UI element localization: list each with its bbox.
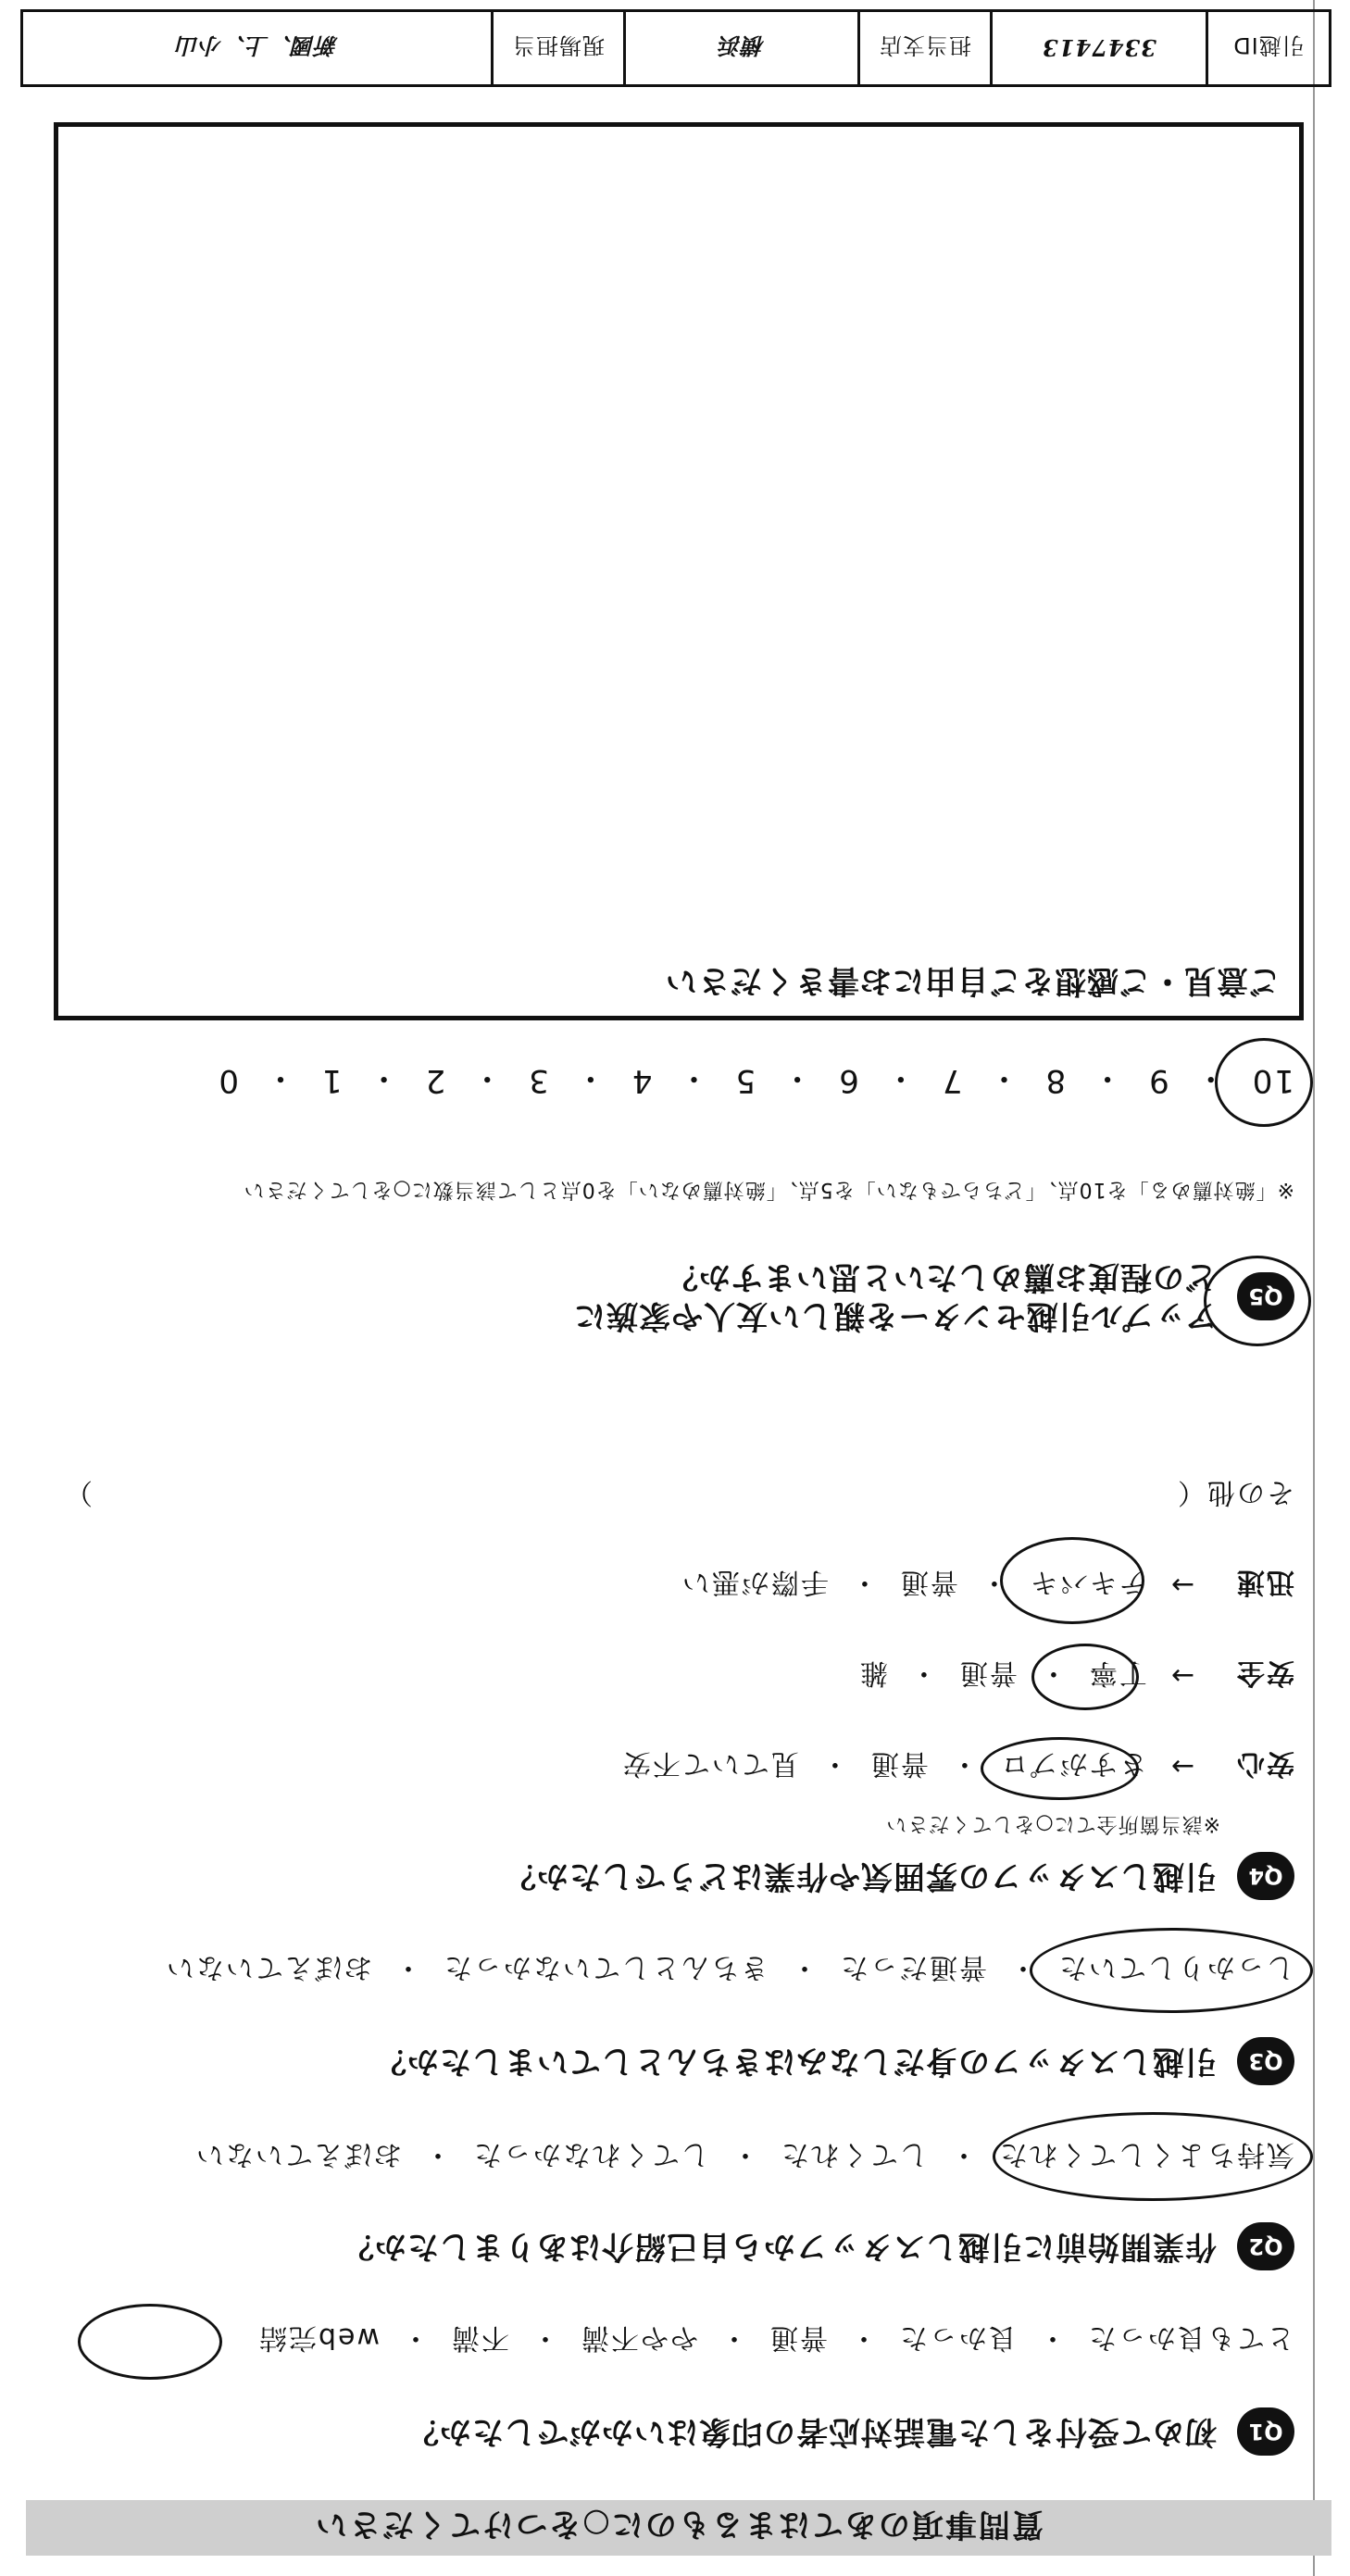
q5-score-6[interactable]: 6 [837,1062,859,1100]
q2-question [342,2222,1294,2270]
q2-text: 作業開始前に引越しスタッフから自己紹介はありましたか？ [342,2228,1217,2265]
q5-score-3[interactable]: 3 [527,1062,549,1100]
q3-option-neat[interactable]: しっかりしていた [1057,1951,1294,1983]
q3-question [374,2037,1294,2085]
q5-score-circle [1215,1038,1313,1127]
q3-selection-circle [1030,1928,1313,2013]
q5-score-0[interactable]: 0 [217,1062,239,1100]
instruction-text: 質問事項のあてはまるものに○をつけてください [314,2506,1044,2544]
footer-leader-label: 現場担当 [491,12,623,84]
q4-anshin-anxious[interactable]: 見ていて不安 [620,1747,799,1780]
q4-jinsoku-normal[interactable]: 普通 [898,1566,958,1598]
q5-score-5[interactable]: 5 [733,1062,756,1100]
q5-badge: Q5 [1237,1272,1294,1320]
comments-box[interactable] [54,122,1304,1020]
q4-anzen-careful[interactable]: 丁寧 [1087,1657,1147,1689]
q5-scale: 10 ・ 9 ・ 8 ・ 7 ・ 6 ・ 5 ・ 4 ・ 3 ・ 2 ・ 1 ・ 0 [217,1059,1294,1100]
q1-text: 初めて受付をした電話対応者の印象はいかがでしたか？ [406,2413,1217,2450]
q4-question [504,1852,1294,1900]
q4-other-row [63,1475,1294,1516]
q2-selection-circle [993,2112,1313,2201]
q5-question [573,1257,1294,1335]
q4-row-anzen: 安全 → 丁寧 ・ 普通 ・ 雑 [858,1656,1294,1696]
q4-note: ※該当箇所全てに○をしてください [885,1812,1220,1835]
q1-selection-circle [78,2304,222,2380]
q4-category-anshin: 安心 [1235,1747,1294,1780]
q4-badge: Q4 [1237,1852,1294,1900]
q2-option-dont-remember[interactable]: おぼえていない [194,2138,402,2170]
q1-option-very-good[interactable]: とても良かった [1087,2321,1294,2354]
q1-option-good[interactable]: 良かった [898,2321,1017,2354]
footer-id-label: 引越ID [1206,12,1329,84]
q1-badge: Q1 [1237,2407,1294,2456]
footer-leader-value: 新國、上、小山 [176,32,338,60]
q1-question [406,2407,1294,2456]
q4-anzen-circle [1031,1644,1139,1710]
q4-row-anshin: 安心 → さすがプロ ・ 普通 ・ 見ていて不安 [621,1746,1294,1787]
q4-jinsoku-clumsy[interactable]: 手際が悪い [680,1566,829,1598]
q5-score-4[interactable]: 4 [630,1062,653,1100]
q4-anshin-normal[interactable]: 普通 [869,1747,929,1780]
q5-score-9[interactable]: 9 [1147,1062,1169,1100]
q4-category-jinsoku: 迅速 [1235,1566,1294,1598]
q1-option-slightly-unsatisfied[interactable]: やや不満 [580,2321,698,2354]
q5-note: ※「絶対薦める」を10点、「どちらでもない」を5点、「絶対薦めない」を0点として該当数に○をしてください [243,1178,1294,1201]
footer-id-value: 3347413 [990,12,1206,84]
footer-table [20,9,1331,87]
q4-other-close: ） [63,1476,93,1508]
q4-anshin-pro[interactable]: さすがプロ [998,1747,1147,1780]
q5-score-7[interactable]: 7 [940,1062,963,1100]
footer-branch-value: 横浜 [623,12,857,84]
q2-option-did[interactable]: してくれた [780,2138,928,2170]
q2-options: 気持ちよくしてくれた ・ してくれた ・ してくれなかった ・ おぼえていない [194,2137,1294,2178]
q5-score-8[interactable]: 8 [1044,1062,1067,1100]
q1-option-unsatisfied[interactable]: 不満 [450,2321,509,2354]
q4-text: 引越しスタッフの雰囲気や作業はどうでしたか？ [504,1857,1217,1894]
q3-badge: Q3 [1237,2037,1294,2085]
q5-score-2[interactable]: 2 [423,1062,446,1100]
q5-text-line1: アップル引越センターを親しい友人や家族に [573,1297,1217,1334]
q5-score-10[interactable]: 10 [1250,1062,1294,1100]
q4-anshin-circle [981,1737,1139,1800]
q5-badge-circle [1204,1256,1311,1346]
q5-score-1[interactable]: 1 [319,1062,343,1100]
q4-anzen-rough[interactable]: 雑 [857,1657,888,1689]
q5-text [573,1257,1217,1335]
q1-option-web[interactable]: web完結 [256,2321,380,2354]
q3-options: しっかりしていた ・ 普通だった ・ きちんとしていなかった ・ おぼえていない [165,1950,1294,1991]
q5-text-line2: どの程度お薦めしたいと思いますか？ [666,1258,1217,1295]
q1-options: とても良かった ・ 良かった ・ 普通 ・ やや不満 ・ 不満 ・ web完結 [257,2320,1294,2361]
q3-option-dont-remember[interactable]: おぼえていない [165,1951,372,1983]
q3-option-not-neat[interactable]: きちんとしていなかった [443,1951,769,1983]
q2-option-did-not[interactable]: してくれなかった [472,2138,709,2170]
q4-row-jinsoku: 迅速 → テキパキ ・ 普通 ・ 手際が悪い [681,1565,1294,1606]
q3-option-normal[interactable]: 普通だった [839,1951,987,1983]
q3-text: 引越しスタッフの身だしなみはきちんとしていましたか？ [374,2043,1217,2080]
q2-badge: Q2 [1237,2222,1294,2270]
q4-jinsoku-circle [1000,1537,1144,1624]
q4-jinsoku-quick[interactable]: テキパキ [1028,1566,1147,1598]
q4-anzen-normal[interactable]: 普通 [957,1657,1018,1689]
q4-category-anzen: 安全 [1235,1657,1294,1689]
instruction-banner [26,2500,1331,2556]
comments-title: ご意見・ご感想をご自由にお書きください [665,962,1281,999]
q1-option-normal[interactable]: 普通 [769,2321,828,2354]
q2-option-pleasant[interactable]: 気持ちよくしてくれた [998,2138,1294,2170]
footer-branch-label: 担当支店 [857,12,990,84]
q4-other-label[interactable]: その他（ [1176,1476,1294,1508]
